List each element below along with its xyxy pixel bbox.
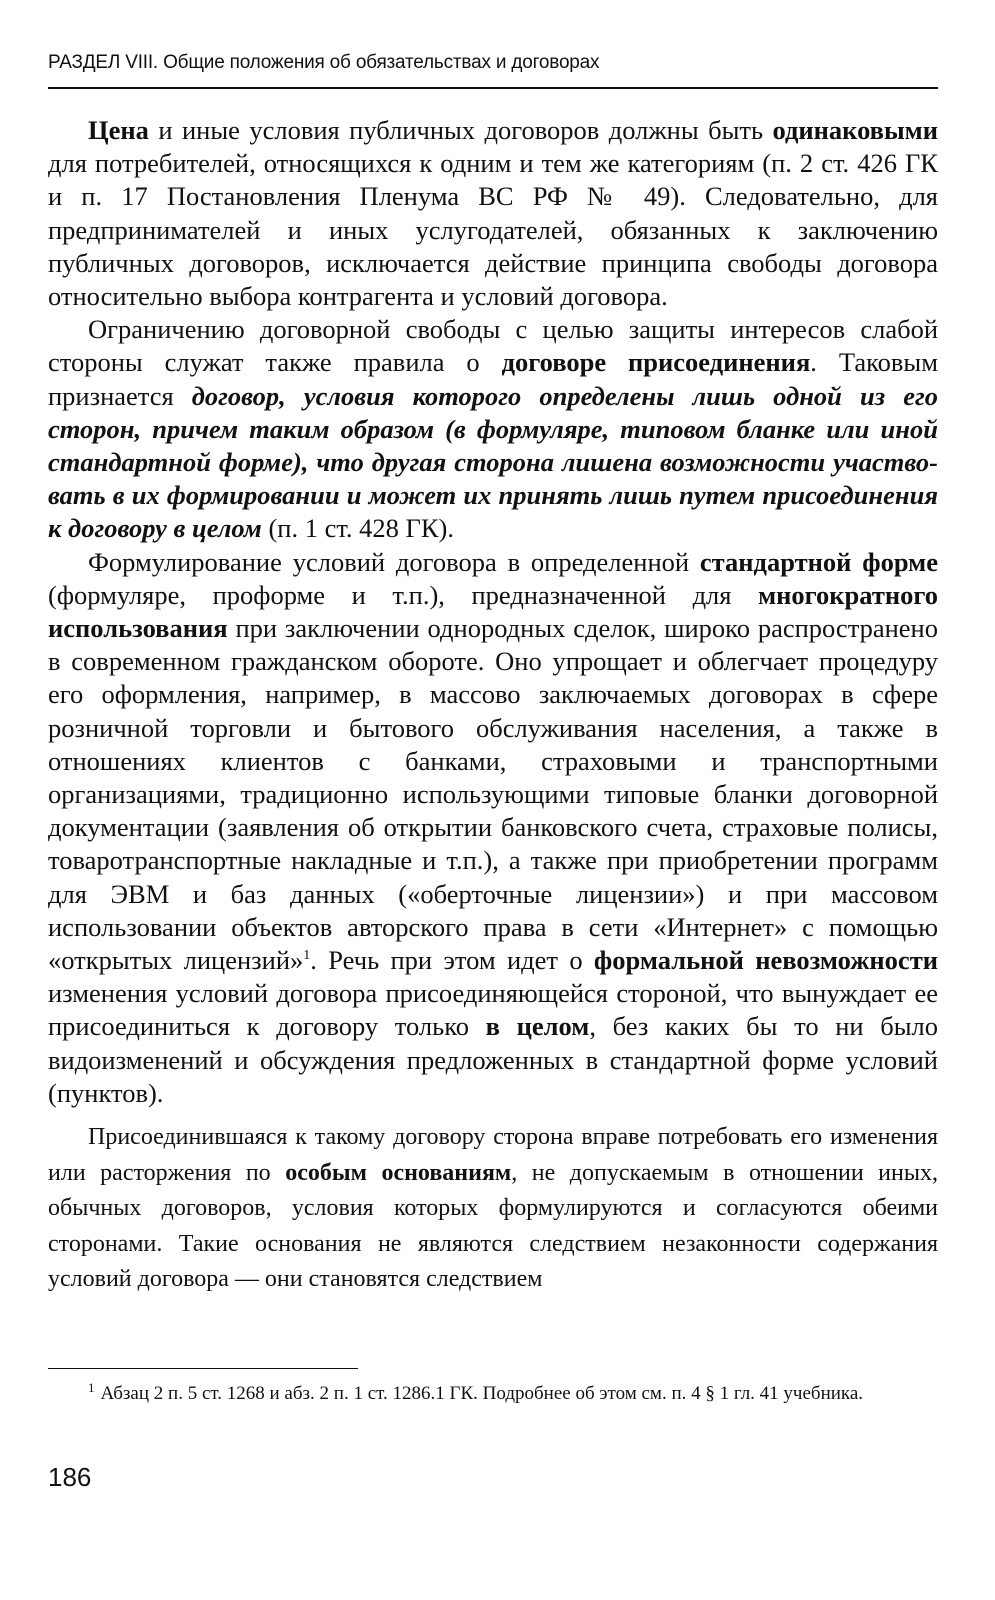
text-run: для потребителей, относящихся к одним и тем же категориям (п. 2 ст. 426 ГК и п. 17 Постановления Пленума ВС РФ № 49). Следовательно, для предпринимателей и иных услугодателей, обязанных к заключению публичных договоров, исключается действие принципа свободы договора относительно выбора контрагента и условий договора.	[48, 148, 938, 312]
text-run: (формуляре, проформе и т.п.), предназначенной для	[48, 579, 759, 610]
footnote-number: 1	[88, 1380, 95, 1395]
footnote-marker: 1	[303, 948, 311, 964]
bold-term: договоре присоединения	[501, 347, 811, 378]
running-header: РАЗДЕЛ VIII. Общие положения об обязательствах и договорах	[48, 52, 600, 73]
text-run: (п. 1 ст. 428 ГК).	[261, 513, 454, 544]
bold-term: одинаковыми	[772, 115, 938, 145]
definition-italic: договор, условия которого определены лишь одной из его сторон, причем таким образом (в формуляре, типовом бланке или иной стандартной форме), что другая сторона лишена возможности участвовать в их формировании и может их принять лишь путем присоединения к договору в целом	[48, 380, 938, 544]
paragraph	[48, 114, 938, 313]
footnote-text: Абзац 2 п. 5 ст. 1268 и абз. 2 п. 1 ст. 1286.1 ГК. Подробнее об этом см. п. 4 § 1 гл. 41 учебника.	[100, 1383, 864, 1404]
bold-term: в целом	[485, 1011, 590, 1042]
bold-term: стандартной форме	[699, 546, 938, 577]
bold-term: особым основаниям	[285, 1159, 512, 1186]
text-run: Присоединившаяся к такому договору сторона вправе потребовать его изменения или расторжения по	[48, 1124, 938, 1186]
text-run: изменения условий договора присоединяющейся стороной, что вынуждает ее присоединиться к договору только	[48, 978, 938, 1042]
text-run: при заключении однородных сделок, широко распространено в современном гражданском обороте. Оно упрощает и облегчает процедуру его оформления, например, в массово заключаемых договорах в сфере розничной торговли и бытового обслуживания населения, а также в отношениях клиентов с банками, страховыми и транспортными организациями, традиционно использующими типовые бланки договорной документации (заявления об открытии банковского счета, страховые полисы, товаротранспортные накладные и т.п.), а также при приобретении программ для ЭВМ и баз данных («оберточные лицензии») и при массовом использовании объектов авторского права в сети «Интернет» с помощью «открытых лицензий»	[48, 613, 938, 976]
paragraph	[48, 313, 938, 545]
text-run: , без каких бы то ни было видоизменений и обсуждения предложенных в стандартной форме условий (пунктов).	[48, 1011, 939, 1108]
text-run: Ограничению договорной свободы с целью защиты интересов слабой стороны служат также правила о	[48, 314, 938, 378]
text-run: и иные условия публичных договоров должны быть	[148, 115, 773, 145]
bold-term: Цена	[88, 115, 149, 145]
text-run: Формулирование условий договора в определенной	[88, 546, 700, 577]
paragraph	[48, 1120, 938, 1298]
header-divider	[48, 87, 938, 89]
text-run: . Таковым признается	[48, 347, 938, 411]
main-text	[48, 114, 938, 1298]
footnote-divider	[48, 1368, 358, 1369]
page-number: 186	[48, 1462, 92, 1492]
paragraph	[48, 546, 938, 1110]
bold-term: формальной невозможности	[593, 945, 938, 976]
footnote	[48, 1374, 938, 1407]
bold-term: многократного использования	[48, 579, 938, 644]
text-run: . Речь при этом идет о	[310, 945, 594, 976]
text-run: , не допускаемым в отношении иных, обычных договоров, условия которых формулируются и согласуются обеими сторонами. Такие основания не являются следствием незаконности содержания условий договора — они становятся следствием	[48, 1159, 938, 1293]
